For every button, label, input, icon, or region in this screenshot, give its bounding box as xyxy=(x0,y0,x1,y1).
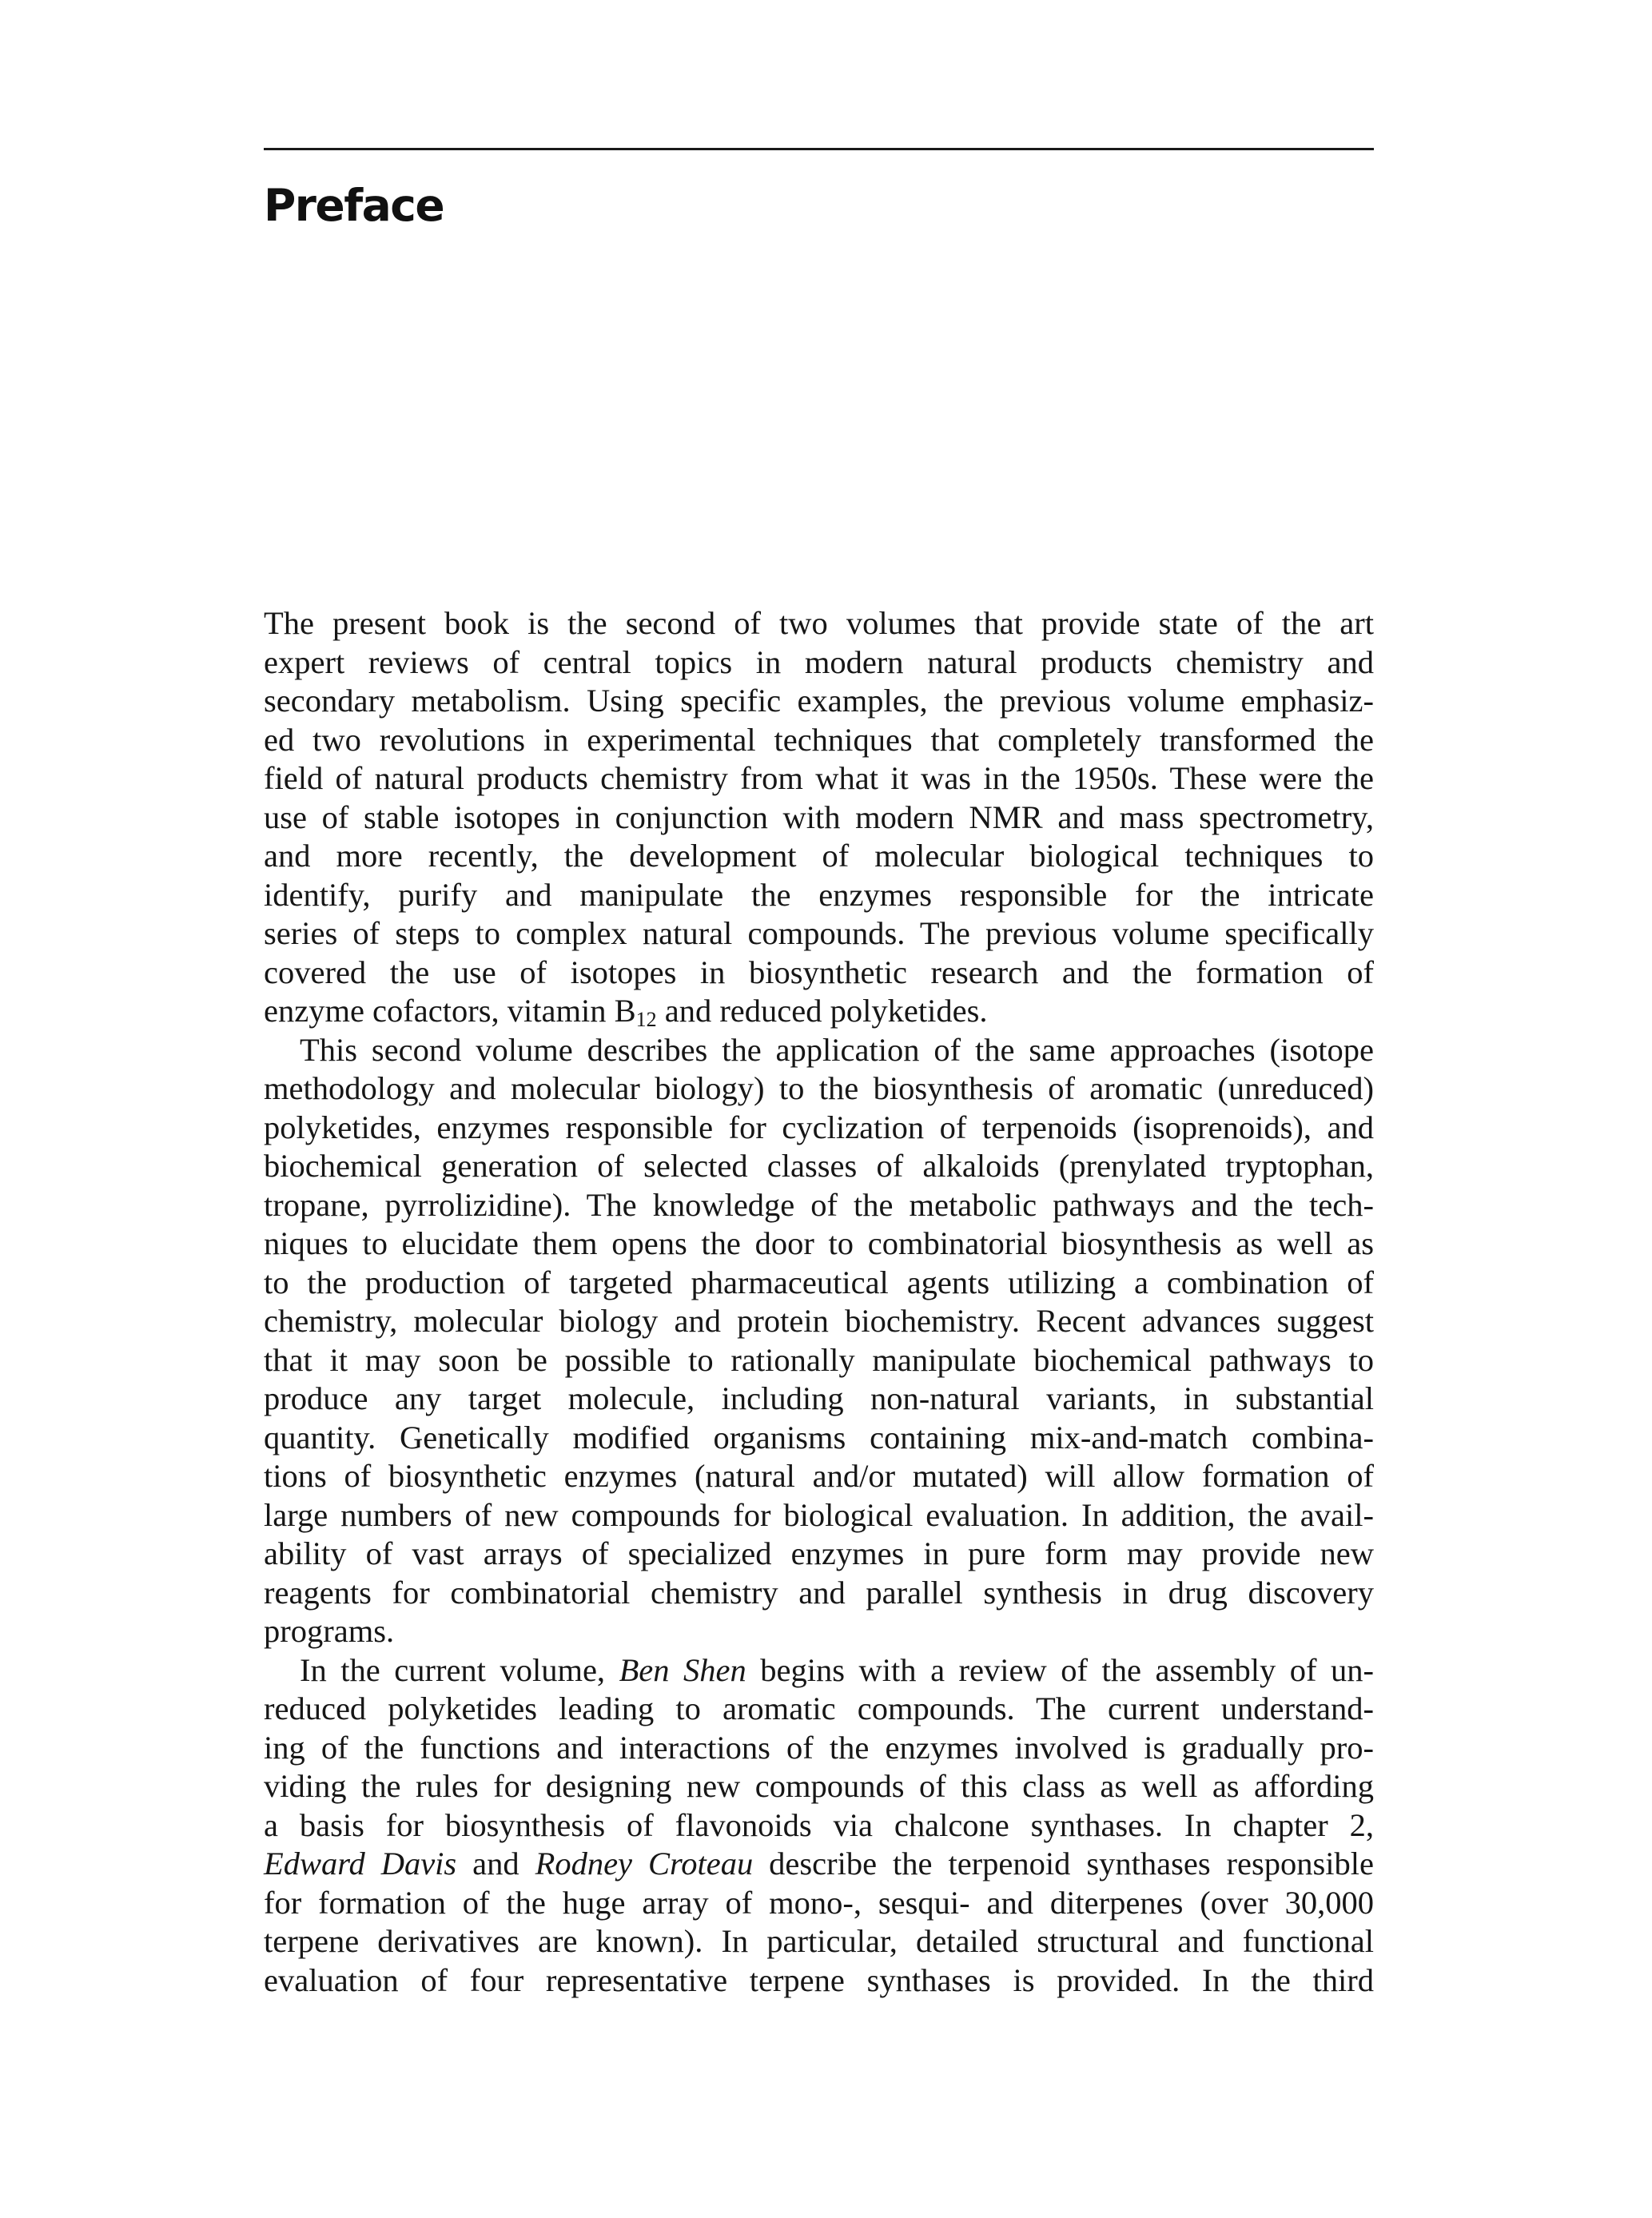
header-rule xyxy=(264,148,1374,150)
text-line: ability of vast arrays of specialized enzymes in pure form may provide new xyxy=(264,1535,1374,1571)
text-line: that it may soon be possible to rationally manipulate biochemical pathways to xyxy=(264,1341,1374,1378)
text-line: tropane, pyrrolizidine). The knowledge of the metabolic pathways and the tech- xyxy=(264,1186,1374,1223)
text-line: niques to elucidate them opens the door to combinatorial biosynthesis as well as xyxy=(264,1225,1374,1261)
text-line: methodology and molecular biology) to the biosynthesis of aromatic (unreduced) xyxy=(264,1070,1374,1106)
author-name: Ben Shen xyxy=(619,1651,746,1688)
text-line: and more recently, the development of molecular biological techniques to xyxy=(264,838,1374,874)
text-fragment: In the current volume, xyxy=(300,1651,619,1688)
subscript: 12 xyxy=(635,1008,657,1031)
text-line: reagents for combinatorial chemistry and parallel synthesis in drug discovery xyxy=(264,1574,1374,1611)
text-line: quantity. Genetically modified organisms containing mix-and-match combina- xyxy=(264,1419,1374,1455)
text-line xyxy=(264,992,1374,1031)
text-line: programs. xyxy=(264,1613,395,1649)
text-line xyxy=(264,1845,1374,1884)
text-line: for formation of the huge array of mono-, sesqui- and diterpenes (over 30,000 xyxy=(264,1884,1374,1921)
text-line: polyketides, enzymes responsible for cyclization of terpenoids (isoprenoids), and xyxy=(264,1109,1374,1145)
text-line: ing of the functions and interactions of the enzymes involved is gradually pro- xyxy=(264,1729,1374,1766)
text-fragment: describe the terpenoid synthases responsible xyxy=(753,1846,1374,1882)
author-name: Rodney Croteau xyxy=(535,1846,754,1882)
text-line: identify, purify and manipulate the enzymes responsible for the intricate xyxy=(264,876,1374,913)
text-line: to the production of targeted pharmaceutical agents utilizing a combination of xyxy=(264,1264,1374,1300)
text-line: biochemical generation of selected classes of alkaloids (prenylated tryptophan, xyxy=(264,1148,1374,1184)
text-line: produce any target molecule, including non-natural variants, in substantial xyxy=(264,1380,1374,1416)
text-fragment: and xyxy=(456,1846,535,1882)
text-line: field of natural products chemistry from what it was in the 1950s. These were the xyxy=(264,760,1374,796)
text-fragment: and reduced polyketides. xyxy=(656,993,988,1029)
text-line: viding the rules for designing new compounds of this class as well as affording xyxy=(264,1768,1374,1804)
text-line: tions of biosynthetic enzymes (natural and/or mutated) will allow formation of xyxy=(264,1458,1374,1494)
text-line: ed two revolutions in experimental techniques that completely transformed the xyxy=(264,721,1374,758)
text-line: evaluation of four representative terpene synthases is provided. In the third xyxy=(264,1961,1374,1998)
text-line: large numbers of new compounds for biological evaluation. In addition, the avail- xyxy=(264,1496,1374,1533)
text-line: expert reviews of central topics in modern natural products chemistry and xyxy=(264,643,1374,680)
preface-body xyxy=(264,604,1374,2000)
text-line: The present book is the second of two volumes that provide state of the art xyxy=(264,605,1374,641)
text-fragment: begins with a review of the assembly of un- xyxy=(746,1651,1374,1688)
text-line: series of steps to complex natural compounds. The previous volume specifically xyxy=(264,915,1374,951)
text-line: secondary metabolism. Using specific examples, the previous volume emphasiz- xyxy=(264,683,1374,719)
page-title: Preface xyxy=(264,180,444,231)
text-line: terpene derivatives are known). In particular, detailed structural and functional xyxy=(264,1923,1374,1959)
text-line: This second volume describes the application of the same approaches (isotope xyxy=(300,1031,1374,1068)
text-line: use of stable isotopes in conjunction with modern NMR and mass spectrometry, xyxy=(264,798,1374,835)
text-fragment: enzyme cofactors, vitamin B xyxy=(264,993,636,1029)
author-name: Edward Davis xyxy=(264,1846,457,1882)
text-line: reduced polyketides leading to aromatic compounds. The current understand- xyxy=(264,1690,1374,1726)
text-line: covered the use of isotopes in biosynthetic research and the formation of xyxy=(264,954,1374,990)
text-line: a basis for biosynthesis of flavonoids via chalcone synthases. In chapter 2, xyxy=(264,1806,1374,1843)
text-line xyxy=(264,1651,1374,1690)
text-line: chemistry, molecular biology and protein biochemistry. Recent advances suggest xyxy=(264,1303,1374,1339)
